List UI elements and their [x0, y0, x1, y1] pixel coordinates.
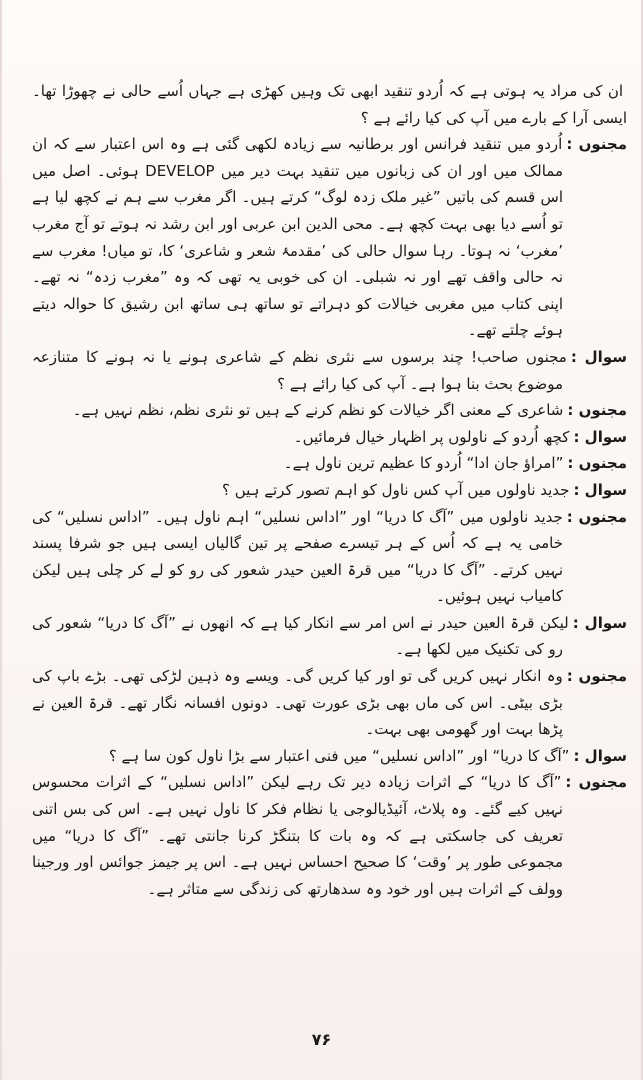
speaker-label: مجنوں :	[566, 135, 628, 154]
paragraph	[32, 78, 627, 131]
paragraph-text: ان کی مراد یہ ہوتی ہے کہ اُردو تنقید ابھی تک وہیں کھڑی ہے جہاں اُسے حالی نے چھوڑا تھا۔ ایسی آرا کے بارے میں آپ کی کیا رائے ہے ؟	[32, 82, 627, 127]
paragraph	[32, 504, 627, 610]
paragraph	[32, 663, 627, 743]
paragraph-text: وہ انکار نہیں کریں گی تو اور کیا کریں گی۔ ویسے وہ ذہین لڑکی تھی۔ بڑے باپ کی بڑی بیٹی۔ اس کی ماں بھی بڑی عورت تھی۔ دونوں افسانہ نگار تھے۔ قرۃ العین نے پڑھا بہت اور گھومی بھی بہت۔	[32, 667, 563, 739]
paragraph-text: ”آگ کا دریا“ اور ”اداس نسلیں“ میں فنی اعتبار سے بڑا ناول کون سا ہے ؟	[108, 746, 570, 765]
paragraph	[32, 344, 627, 397]
paragraph-text: اُردو میں تنقید فرانس اور برطانیہ سے زیادہ لکھی گئی ہے وہ اس اعتبار سے کہ ان ممالک میں اور ان کی زبانوں میں تنقید بہت دیر میں DEVELOP ہوئی۔ اصل میں اس قسم کی باتیں ”غیر ملک زدہ لوگ“ کرتے ہیں۔ اگر مغرب سے ہم نے کچھ لیا ہے تو اُسے دیا بھی بہت کچھ ہے۔ محی الدین ابن عربی اور ابن رشد نہ ہوتے تو آج مغرب ’مغرب‘ نہ ہوتا۔ رہا سوال حالی کی ’مقدمۂ شعر و شاعری‘ کا، تو میاں! مغرب سے نہ حالی واقف تھے اور نہ شبلی۔ ان کی خوبی یہ تھی کہ وہ ”مغرب زدہ“ نہ تھے۔ اپنی کتاب میں مغربی خیالات کو دہراتے تو ساتھ ہی ساتھ ابن رشیق کا حوالہ دیتے ہوئے چلتے تھے۔	[32, 135, 563, 340]
page-body	[32, 78, 627, 902]
speaker-label: مجنوں :	[567, 401, 627, 420]
paragraph	[32, 424, 627, 451]
speaker-label: سوال :	[570, 347, 627, 366]
page-number: ۷۶	[311, 1030, 332, 1049]
speaker-label: سوال :	[573, 746, 627, 765]
page-edge-left	[0, 0, 2, 1080]
speaker-label: مجنوں :	[566, 507, 627, 526]
paragraph	[32, 450, 627, 477]
paragraph-text: ”امراؤ جان ادا“ اُردو کا عظیم ترین ناول ہے۔	[283, 454, 564, 473]
paragraph-text: ”آگ کا دریا“ کے اثرات زیادہ دیر تک رہے لیکن ”اداس نسلیں“ کے اثرات محسوس نہیں کیے گئے۔ وہ پلاٹ، آئیڈیالوجی یا نظام فکر کا ناول نہیں ہے۔ اس کی بس اتنی تعریف کی جاسکتی ہے کہ وہ بات کا بتنگڑ کرنا جانتی تھے۔ ”آگ کا دریا“ میں مجموعی طور پر ’وقت‘ کا صحیح احساس نہیں ہے۔ اس پر جیمز جوائس اور ورجینا وولف کے اثرات ہیں اور خود وہ سدھارتھ کی زندگی سے متاثر ہے۔	[32, 773, 563, 898]
paragraph	[32, 769, 627, 902]
speaker-label: سوال :	[572, 613, 627, 632]
paragraph	[32, 743, 627, 770]
speaker-label: سوال :	[573, 427, 627, 446]
paragraph-text: جدید ناولوں میں آپ کس ناول کو اہم تصور کرتے ہیں ؟	[221, 480, 570, 499]
paragraph	[32, 131, 627, 344]
paragraph-text: مجنوں صاحب! چند برسوں سے نثری نظم کے شاعری ہونے یا نہ ہونے کا متنازعہ موضوع بحث بنا ہوا ہے۔ آپ کی کیا رائے ہے ؟	[32, 347, 567, 393]
paragraph-text: شاعری کے معنی اگر خیالات کو نظم کرنے کے ہیں تو نثری نظم، نظم نہیں ہے۔	[72, 401, 564, 420]
speaker-label: سوال :	[573, 480, 627, 499]
paragraph	[32, 610, 627, 663]
paragraph	[32, 397, 627, 424]
paragraph-text: کچھ اُردو کے ناولوں پر اظہار خیال فرمائیں۔	[293, 427, 570, 446]
paragraph-text: لیکن قرۃ العین حیدر نے اس امر سے انکار کیا ہے کہ انھوں نے ”آگ کا دریا“ شعور کی رو کی تکنیک میں لکھا ہے۔	[32, 613, 569, 659]
paragraph-text: جدید ناولوں میں ”آگ کا دریا“ اور ”اداس نسلیں“ اہم ناول ہیں۔ ”اداس نسلیں“ کی خامی یہ ہے کہ اُس کے ہر تیسرے صفحے پر تین گالیاں ایسی ہیں جو شرفا پسند نہیں کرتے۔ ”آگ کا دریا“ میں قرۃ العین حیدر شعور کی رو کو لے کر چلی ہیں لیکن کامیاب نہیں ہوئیں۔	[32, 507, 563, 606]
speaker-label: مجنوں :	[565, 773, 627, 792]
speaker-label: مجنوں :	[567, 454, 627, 473]
paragraph	[32, 477, 627, 504]
speaker-label: مجنوں :	[566, 667, 627, 686]
